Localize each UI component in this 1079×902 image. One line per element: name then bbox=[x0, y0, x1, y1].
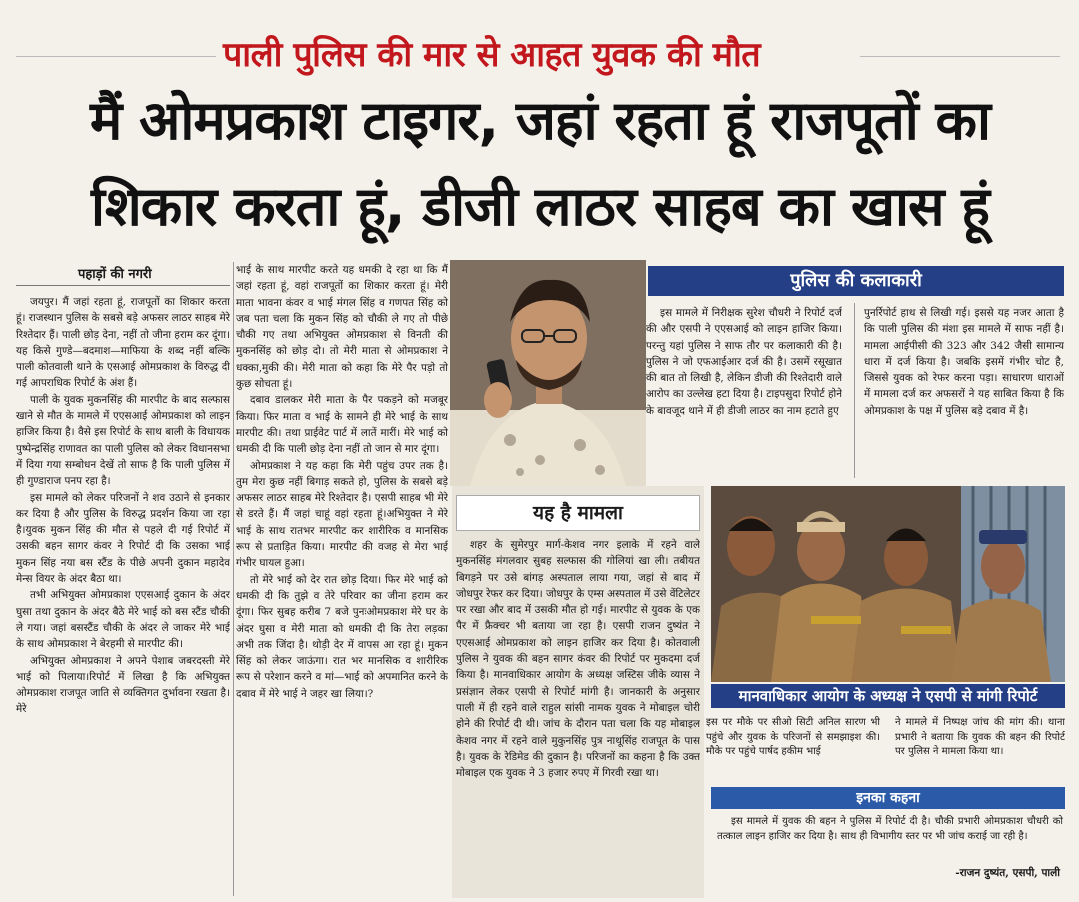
column-divider bbox=[854, 303, 855, 478]
col1-paragraph: जयपुर। मैं जहां रहता हूं, राजपूतों का शिकार करता हूं। राजस्थान पुलिस के सबसे बड़े अफसर लाठर साहब मेरे रिश्तेदार हैं। पाली छोड़ देना, नहीं तो जीना हराम कर दूंगा। यह किसे गुण्डे—बदमाश—माफिया के शब्द नहीं बल्कि पाली कोतवाली थाने के एसआई ओमप्रकाश के विरुद्ध दी गई आपराधिक रिपोर्ट के अंश हैं। bbox=[16, 296, 230, 390]
kicker-rule-right bbox=[860, 56, 1060, 57]
article-column-2 bbox=[236, 262, 448, 896]
police-box-title: पुलिस की कलाकारी bbox=[648, 266, 1064, 296]
column-divider bbox=[233, 262, 234, 896]
police-text: इस मामले में निरीक्षक सुरेश चौधरी ने रिपोर्ट दर्ज की और एसपी ने एएसआई को लाइन हाजिर किया। परन्तु यहां पुलिस ने साफ तौर पर कलाकारी की है। पुलिस ने जो एफआईआर दर्ज की है। उसमें रसूखात की बात तो लिखी है, लेकिन डीजी की रिश्तेदारी वाले आरोप का उल्लेख हटा दिया है। टाइपसुदा रिपोर्ट होने के बावजूद थाने में ही डीजी लाठर का नाम हटाते हुए bbox=[646, 307, 842, 417]
officers-photo-illustration bbox=[711, 486, 1065, 682]
rights-commission-column-1 bbox=[706, 716, 880, 791]
rights-commission-title: मानवाधिकार आयोग के अध्यक्ष ने एसपी से मांगी रिपोर्ट bbox=[711, 684, 1065, 708]
rights-commission-column-2 bbox=[895, 716, 1065, 791]
rights-text: ने मामले में निष्पक्ष जांच की मांग की। थाना प्रभारी ने बताया कि युवक की बहन की रिपोर्ट पर पुलिस ने मामला किया था। bbox=[895, 717, 1065, 757]
col1-paragraph: पाली के युवक मुकनसिंह की मारपीट के बाद सल्फास खाने से मौत के मामले में एएसआई ओमप्रकाश को लाइन हाजिर किया है। वैसे इस रिपोर्ट के साथ बाली के विधायक पुष्पेन्द्रसिंह राणावत का पाली पुलिस को लेकर विधानसभा में दिया गया सम्बोधन देखें तो साफ है कि पाली पुलिस में ही गुण्डाराज पनप रहा है। bbox=[16, 393, 230, 488]
byline-rule bbox=[16, 285, 230, 286]
victim-photo bbox=[450, 260, 646, 486]
headline-line-1: मैं ओमप्रकाश टाइगर, जहां रहता हूं राजपूतों का bbox=[89, 89, 990, 152]
officers-photo bbox=[711, 486, 1065, 682]
col1-paragraph: इस मामले को लेकर परिजनों ने शव उठाने से इनकार कर दिया है और पुलिस के विरुद्ध प्रदर्शन किया जा रहा है।युवक मुकन सिंह की मौत से पहले दी गई रिपोर्ट में उसकी बहन सागर कंवर ने रिपोर्ट दी कि उसका भाई मुकन सिंह नया बस स्टैंड के पीछे अपनी दुकान महादेव मेन्स वियर के अंदर बैठा था। bbox=[16, 491, 230, 586]
col2-paragraph: दबाव डालकर मेरी माता के पैर पकड़ने को मजबूर किया। फिर माता व भाई के सामने ही मेरे भाई के साथ मारपीट की। तथा प्राईवेट पार्ट में लातें मारीं। मेरे भाई को धमकी दी कि पाली छोड़ देना नहीं तो जान से मार दूंगा। bbox=[236, 394, 448, 456]
article-column-1 bbox=[16, 294, 230, 896]
case-box-title: यह है मामला bbox=[456, 495, 700, 531]
byline: पहाड़ों की नगरी bbox=[78, 267, 152, 282]
case-text: शहर के सुमेरपुर मार्ग-केशव नगर इलाके में रहने वाले मुकनसिंह मंगलवार सुबह सल्फास की गोलियां खा ली। तबीयत बिगड़ने पर उसे बांगड़ अस्पताल लाया गया, जहां से बाद में जोधपुर रेफर कर दिया। जोधपुर के एम्स अस्पताल में उसे वेंटिलेटर पर रखा और बाद में उसकी मौत हो गई। मारपीट से युवक के एक पैर में फ्रैक्चर भी बताया जा रहा है। एसपी राजन दुष्यंत ने एएसआई ओमप्रकाश को लाइन हाजिर कर दिया है। कोतवाली पुलिस ने युवक की बहन सागर कंवर की रिपोर्ट पर मुकदमा दर्ज किया है। मानवाधिकार आयोग के अध्यक्ष जस्टिस जीके व्यास ने प्रसंज्ञान लेकर एसपी से रिपोर्ट मांगी है। जानकारी के अनुसार पाली में ही रहने वाले राहुल सांसी नामक युवक ने मोबाइल चोरी होने की रिपोर्ट दी थी। जांच के दौरान पता चला कि यह मोबाइल केशव नगर में रहने वाले मुकुनसिंह पुत्र नाथूसिंह राजपूत के पास है। युवक के रेडिमेड की दुकान है। परिजनों का कहना है कि उक्त मोबाइल एक युवक ने 3 हजार रुपए में गिरवी रखा था। bbox=[456, 539, 700, 780]
col2-paragraph: तो मेरे भाई को देर रात छोड़ दिया। फिर मेरे भाई को धमकी दी कि तुझे व तेरे परिवार का जीना हराम कर दूंगा। फिर सुबह करीब 7 बजे पुनःओमप्रकाश मेरे घर के अंदर घुसा व मेरी माता को धमकी दी कि तेरा लड़का अभी तक जिंदा है। थोड़ी देर में वापस आ रहा हूं। मुकन सिंह को लेकर जाऊंगा। रात भर मानसिक व शारीरिक रूप से परेशान करने व मां—भाई को अपमानित करने के दबाव में मेरे भाई ने जहर खा लिया।? bbox=[236, 573, 448, 700]
quote-box-title: इनका कहना bbox=[711, 787, 1065, 809]
victim-photo-illustration bbox=[450, 260, 646, 486]
quote-box-text bbox=[717, 815, 1063, 863]
kicker-rule-left bbox=[16, 56, 216, 57]
kicker: पाली पुलिस की मार से आहत युवक की मौत bbox=[223, 35, 761, 75]
police-text: पुनर्रिपोर्ट हाथ से लिखी गई। इससे यह नजर आता है कि पाली पुलिस की मंशा इस मामले में साफ नहीं है। मामला आईपीसी की 323 और 342 जैसी सामान्य धारा में दर्ज किया है। जबकि इसमें गंभीर चोट है, जिससे युवक को रेफर करना पड़ा। साधारण धाराओं में मामला दर्ज कर अफसरों ने यह साबित किया है कि ओमप्रकाश के पक्ष में पुलिस बड़े दबाव में है। bbox=[864, 307, 1064, 417]
col2-paragraph: ओमप्रकाश ने यह कहा कि मेरी पहुंच उपर तक है। तुम मेरा कुछ नहीं बिगाड़ सकते हो, पुलिस के सबसे बड़े अफसर लाठर साहब मेरे रिश्तेदार है। एसपी साहब भी मेरे से डरते हैं। मैं जहां चाहूं वहां रहता हूं।अभियुक्त ने मेरे भाई के साथ रातभर मारपीट कर शारीरिक व मानसिक रूप से प्रताड़ित किया। मारपीट की वजह से मेरा भाई गंभीर घायल हुआ। bbox=[236, 459, 448, 570]
police-box-column-2 bbox=[864, 305, 1064, 480]
headline-line-2: शिकार करता हूं, डीजी लाठर साहब का खास हूं bbox=[91, 175, 989, 238]
quote-signature: -राजन दुष्यंत, एसपी, पाली bbox=[955, 867, 1060, 879]
police-box-column-1 bbox=[646, 305, 842, 480]
quote-text: इस मामले में युवक की बहन ने पुलिस में रिपोर्ट दी है। चौकी प्रभारी ओमप्रकाश चौधरी को तत्काल लाइन हाजिर कर दिया है। साथ ही विभागीय स्तर पर भी जांच कराई जा रही है। bbox=[717, 816, 1063, 842]
col1-paragraph: अभियुक्त ओमप्रकाश ने अपने पेशाब जबरदस्ती मेरे भाई को पिलाया।रिपोर्ट में लिखा है कि अभियुक्त ओमप्रकाश राजपूत जाति से व्यक्तिगत दुर्भावना रखता है। मेरे bbox=[16, 654, 230, 716]
col1-paragraph: तभी अभियुक्त ओमप्रकाश एएसआई दुकान के अंदर घुसा तथा दुकान के अंदर बैठे मेरे भाई को बस स्टैंड चौकी ले गया। जहां बसस्टैंड चौकी के अंदर ले जाकर मेरे भाई के साथ ओमप्रकाश ने बेरहमी से मारपीट की। bbox=[16, 589, 230, 651]
col2-paragraph: भाई के साथ मारपीट करते यह धमकी दे रहा था कि मैं जहां रहता हूं, वहां राजपूतों का शिकार करता हूं। मेरी माता भावना कंवर व भाई मंगल सिंह व गणपत सिंह को जब पता चला कि मुकन सिंह को चौकी ले गए तो पीछे चौकी गए तथा अभियुक्त ओमप्रकाश से विनती की मुकनसिंह को छोड़ दो। तो मेरी माता से ओमप्रकाश ने धक्का,मुकी की। मेरी माता को कहा कि मेरे पैर पड़ो तो कुछ सोचता हूं। bbox=[236, 264, 448, 391]
case-box-text bbox=[456, 537, 700, 895]
rights-text: इस पर मौके पर सीओ सिटी अनिल सारण भी पहुंचे और युवक के परिजनों से समझाइश की। मौके पर पहुंचे पार्षद हकीम भाई bbox=[706, 717, 880, 757]
